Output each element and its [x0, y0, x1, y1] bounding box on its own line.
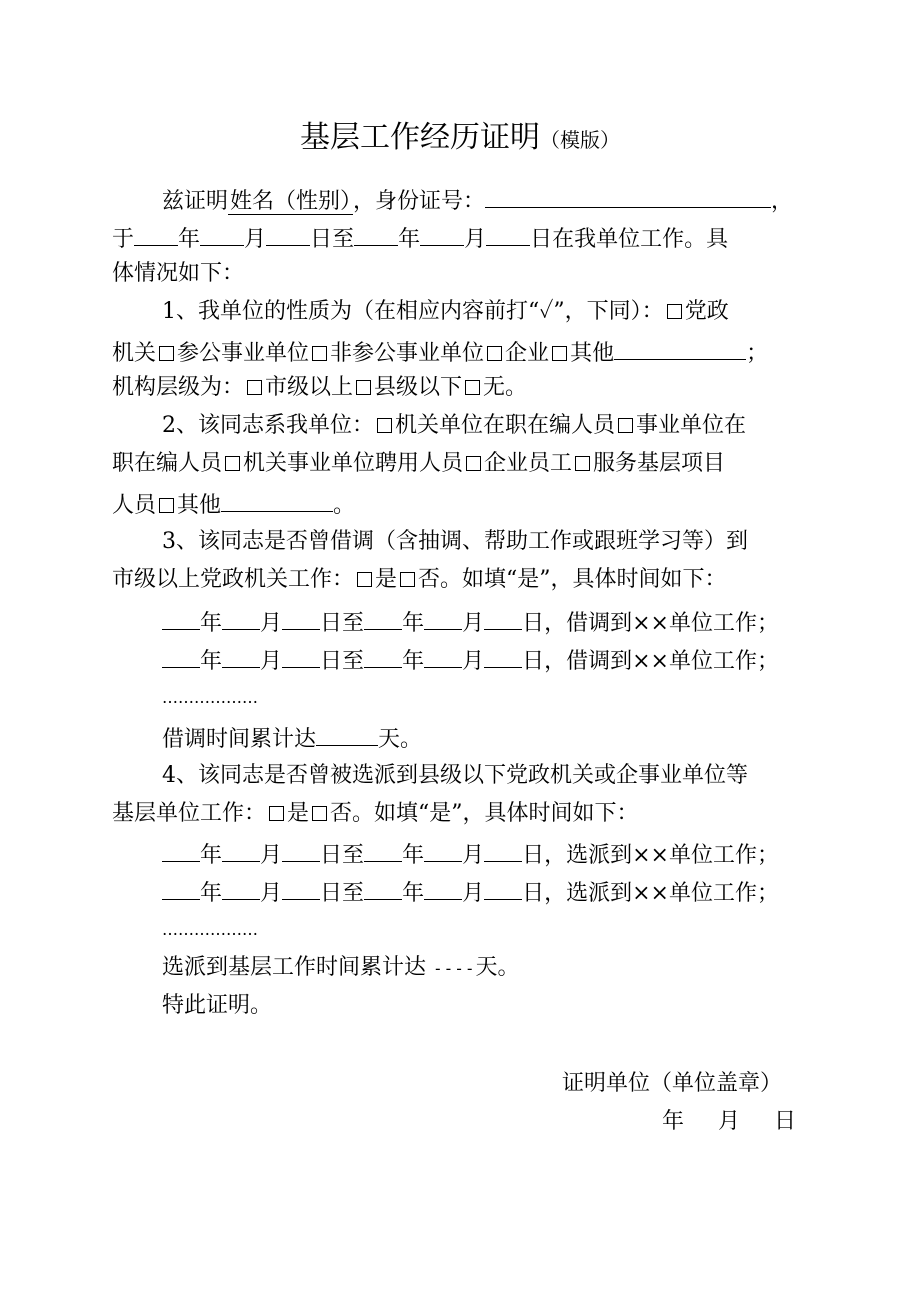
s4-line-2: 基层单位工作： 是 否。如填“是”，具体时间如下：	[112, 801, 639, 826]
intro-line-2: 于 年 月 日至 年 月 日在我单位工作。具	[112, 221, 728, 251]
s3-date-row-1: 年 月 日至 年 月 日，借调到××单位工作；	[162, 605, 779, 635]
checkbox-jiguan-zaibian[interactable]	[377, 418, 392, 433]
checkbox-feicangong[interactable]	[312, 346, 327, 361]
s3-line-2: 市级以上党政机关工作： 是 否。如填“是”，具体时间如下：	[112, 567, 727, 592]
checkbox-cangong[interactable]	[159, 346, 174, 361]
checkbox-qita[interactable]	[552, 346, 567, 361]
checkbox-xianji[interactable]	[356, 380, 371, 395]
checkbox-s4-yes[interactable]	[269, 806, 284, 821]
s3-total: 借调时间累计达 天。	[162, 721, 422, 751]
checkbox-qiye-yuangong[interactable]	[466, 456, 481, 471]
intro-line-3: 体情况如下：	[112, 261, 245, 286]
signature-org: 证明单位（单位盖章）	[562, 1071, 783, 1096]
end-day-field[interactable]	[486, 221, 530, 246]
s1-line-1: 1、我单位的性质为（在相应内容前打“✓”，下同）： 党政	[162, 299, 729, 324]
s4-total-days-field[interactable]: ----	[433, 959, 476, 978]
s1-line-2: 机关 参公事业单位 非参公事业单位 企业 其他 ；	[112, 335, 768, 365]
checkbox-pinyong[interactable]	[225, 456, 240, 471]
s1-other-field[interactable]	[614, 335, 746, 360]
s3-line-1: 3、该同志是否曾借调（含抽调、帮助工作或跟班学习等）到	[162, 529, 748, 554]
title-suffix: （模版）	[540, 128, 620, 152]
checkbox-shiye-zaibian[interactable]	[618, 418, 633, 433]
s1-line-3: 机构层级为： 市级以上 县级以下 无。	[112, 375, 528, 400]
checkbox-dangzheng-jiguan[interactable]	[667, 304, 682, 319]
start-day-field[interactable]	[266, 221, 310, 246]
s3-date-row-2: 年 月 日至 年 月 日，借调到××单位工作；	[162, 643, 779, 673]
name-gender-field[interactable]: 姓名（性别）	[230, 189, 352, 214]
intro-line-1: 兹证明姓名（性别），身份证号： ，	[162, 183, 793, 213]
checkbox-s3-no[interactable]	[400, 572, 415, 587]
closing-text: 特此证明。	[162, 993, 273, 1018]
end-year-field[interactable]	[354, 221, 398, 246]
s4-total: 选派到基层工作时间累计达 ----天。	[162, 955, 520, 980]
start-year-field[interactable]	[134, 221, 178, 246]
s2-line-1: 2、该同志系我单位： 机关单位在职在编人员 事业单位在	[162, 413, 747, 438]
checkbox-wu[interactable]	[465, 380, 480, 395]
checkbox-s3-yes[interactable]	[357, 572, 372, 587]
signature-date: 年 月 日	[662, 1109, 797, 1134]
s4-ellipsis: ………………	[162, 920, 258, 939]
s4-line-1: 4、该同志是否曾被选派到县级以下党政机关或企事业单位等	[162, 763, 748, 788]
s2-line-2: 职在编人员 机关事业单位聘用人员 企业员工 服务基层项目	[112, 451, 726, 476]
checkbox-s4-no[interactable]	[312, 806, 327, 821]
s2-other-field[interactable]	[221, 487, 333, 512]
s4-date-row-1: 年 月 日至 年 月 日，选派到××单位工作；	[162, 837, 779, 867]
s3-ellipsis: ………………	[162, 688, 258, 707]
id-number-field[interactable]	[485, 183, 771, 208]
s3-total-days-field[interactable]	[316, 721, 378, 746]
s4-date-row-2: 年 月 日至 年 月 日，选派到××单位工作；	[162, 875, 779, 905]
checkbox-qiye[interactable]	[487, 346, 502, 361]
s2-line-3: 人员 其他 。	[112, 487, 355, 517]
title-main: 基层工作经历证明	[300, 120, 540, 155]
checkbox-shiji[interactable]	[247, 380, 262, 395]
document-title	[0, 112, 920, 156]
checkbox-s2-qita[interactable]	[159, 498, 174, 513]
checkbox-fuwu-jiceng[interactable]	[575, 456, 590, 471]
end-month-field[interactable]	[420, 221, 464, 246]
start-month-field[interactable]	[200, 221, 244, 246]
